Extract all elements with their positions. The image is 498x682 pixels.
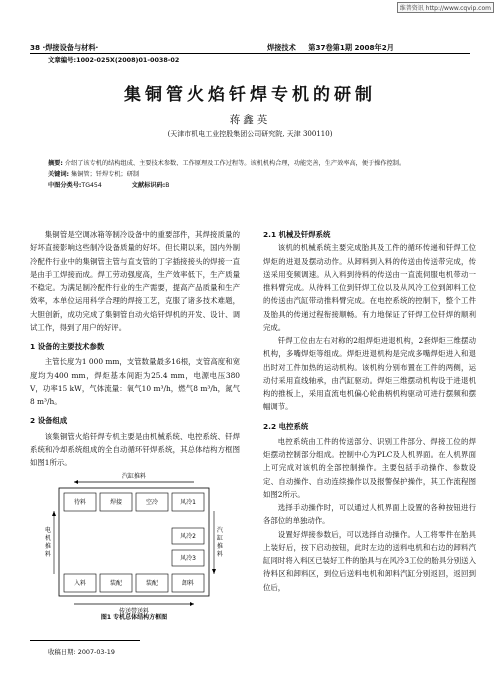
station-fan3-label: 风冷3 (180, 555, 196, 562)
right-arrow-head (212, 569, 216, 574)
fig-top-label: 汽缸推料 (121, 473, 147, 480)
issue-info: 第37卷第1期 2008年2月 (308, 43, 394, 52)
composition-paragraph: 该集铜管火焰钎焊专机主要是由机械系统、电控系统、钎焊系统和冷却系统组成的全自动循环钎焊系统，其总体结构方框图如图1所示。 (30, 431, 240, 467)
received-date: 收稿日期: 2007-03-19 (48, 648, 115, 656)
doc-code-label: 文献标识码: (131, 182, 166, 189)
page-title: 集铜管火焰钎焊专机的研制 (124, 85, 376, 105)
author: 蒋鑫英 (229, 114, 271, 126)
section-heading-1: 1 设备的主要技术参数 (30, 342, 105, 351)
station-wait-label: 待料 (73, 499, 87, 506)
left-side-char-2: 机 (44, 535, 52, 542)
figure-caption: 图1 专机总体结构方框图 (100, 614, 168, 621)
manual-mode-paragraph: 选择手动操作时，可以通过人机界面上设置的各种按钮进行各部位的单独动作。 (263, 503, 476, 526)
clc-label: 中图分类号: (48, 182, 82, 189)
bottom-arrow-head (190, 602, 194, 606)
station-load-label: 入料 (73, 580, 87, 587)
params-paragraph: 主管长度为1 000 mm，支管数量最多16根，支管高度和宽度均为400 mm，焊炬基本间距为25.4 mm，电源电压380 V，功率15 kW，气体流量：氧气10 m³/h，燃气8 m³/h，氮气8 m³/h。 (30, 357, 240, 406)
station-assemble-1-label: 装配 (109, 580, 123, 587)
mechanical-paragraph: 该机的机械系统主要完成胎具及工件的循环传递和钎焊工位焊炬的进退及摆动动作。从卸料到入料的传送由传送带完成，传送采用变频调速。从入料到待料的传送由一直流伺服电机带动一推料臂完成。从待料工位到钎焊工位以及从风冷工位到卸料工位的传送由汽缸带动推料臂完成。在电控系统的控制下，整个工件及胎具的传递过程衔接顺畅。有力地保证了钎焊工位钎焊的顺利完成。 (263, 243, 476, 332)
block-diagram (34, 470, 234, 620)
abstract-block (48, 158, 468, 191)
left-side-label (45, 526, 51, 558)
keywords-label: 关键词: (48, 171, 70, 178)
article-number: 文章编号:1002-025X(2008)01-0038-02 (48, 56, 180, 64)
subsection-heading-2-1: 2.1 机械及钎焊系统 (263, 230, 331, 239)
clc-value: TG454 (81, 182, 102, 189)
left-side-char-4: 料 (44, 551, 52, 558)
keywords-text: 集铜管；钎焊专机；研制 (71, 171, 140, 178)
station-fan1-label: 风冷1 (180, 499, 196, 506)
watermark: 维普资讯 http://www.cqvip.com (397, 2, 494, 13)
abstract-label: 摘要: (48, 160, 63, 167)
meta-line (48, 55, 195, 64)
section-heading-2: 2 设备组成 (30, 416, 68, 426)
auto-mode-paragraph: 设置好焊接参数后，可以选择自动操作。人工将零件在胎具上装好后，按下启动按钮，此时左边的送料电机和右边的卸料汽缸同时将入料区已装好工件的胎具与在风冷3工位的胎具分别送入待料区和卸料区，到位后送料电机和卸料汽缸分别返回，返回到位后， (263, 529, 476, 592)
station-aircool-label: 空冷 (145, 499, 159, 506)
figure-1 (34, 470, 234, 620)
left-side-char-1: 电 (44, 527, 52, 534)
right-side-label (217, 526, 223, 558)
running-head (30, 43, 470, 53)
right-column (263, 228, 476, 594)
right-side-char-4: 料 (216, 551, 224, 558)
classification (48, 180, 468, 191)
abstract-text: 介绍了该专机的结构组成、主要技术参数、工作原理及工作过程等。该机机构合理，功能完善，生产效率高，便于操作控制。 (64, 160, 406, 167)
footnote-rule (30, 640, 140, 641)
journal-name: 焊接技术 (267, 43, 296, 52)
station-braze-label: 焊接 (109, 499, 123, 506)
right-side-char-2: 缸 (216, 535, 224, 542)
fig-bottom-label: 传送带送料 (118, 608, 150, 615)
header-rule (30, 53, 470, 54)
running-head-right (257, 43, 470, 53)
station-unload-label: 卸料 (181, 580, 195, 587)
page-journal-label: 38 ·焊接设备与材料· (30, 43, 99, 52)
affiliation: (天津市机电工业控股集团公司研究院, 天津 300110) (167, 130, 333, 138)
control-paragraph: 电控系统由工件的传送部分、识别工件部分、焊接工位的焊炬摆动控制部分组成。控制中心为PLC及人机界面。在人机界面上可完成对该机的全部控制操作。主要包括手动操作、参数设定、自动操作、自动连续操作以及报警保护操作，其工作流程图如图2所示。 (263, 436, 476, 499)
braze-station-paragraph: 钎焊工位由左右对称的2组焊炬进退机构，2套焊炬三维摆动机构，多嘴焊炬等组成。焊炬进退机构是完成多嘴焊炬进入和退出时对工件加热的运动机构。该机构分别布置在工件的两侧，运动付采用直线轴承，由汽缸驱动。焊炬三维摆动机构设于进退机构的推板上，采用直流电机偏心轮曲柄机构驱动可进行摆频和摆幅调节。 (263, 336, 476, 412)
left-arrow-head (52, 511, 56, 516)
left-side-char-3: 推 (44, 543, 52, 550)
right-side-char-1: 汽 (216, 527, 224, 534)
doc-code-value: B (165, 182, 170, 189)
right-side-char-3: 推 (216, 543, 224, 550)
abstract (48, 158, 468, 169)
keywords (48, 169, 468, 180)
left-column (30, 228, 240, 469)
intro-paragraph: 集铜管是空调冰箱等制冷设备中的重要部件，其焊接质量的好坏直接影响这些制冷设备质量的好坏。但长期以来，国内外制冷配件行业中的集铜管主管与直支管的丁字插接接头的焊接一直是由手工焊接而成。焊工劳动强度高，生产效率低下，生产质量不稳定。为满足制冷配件行业的生产需要，提高产品质量和生产效率，本单位运用科学合理的焊接工艺，克服了诸多技术难题，大胆创新，成功完成了集铜管自动火焰钎焊机的开发、设计、调试工作，得到了用户的好评。 (30, 230, 240, 332)
station-fan2-label: 风冷2 (180, 533, 196, 540)
subsection-heading-2-2: 2.2 电控系统 (263, 421, 309, 431)
station-assemble-2-label: 装配 (145, 580, 159, 587)
top-arrow-head (74, 480, 78, 484)
